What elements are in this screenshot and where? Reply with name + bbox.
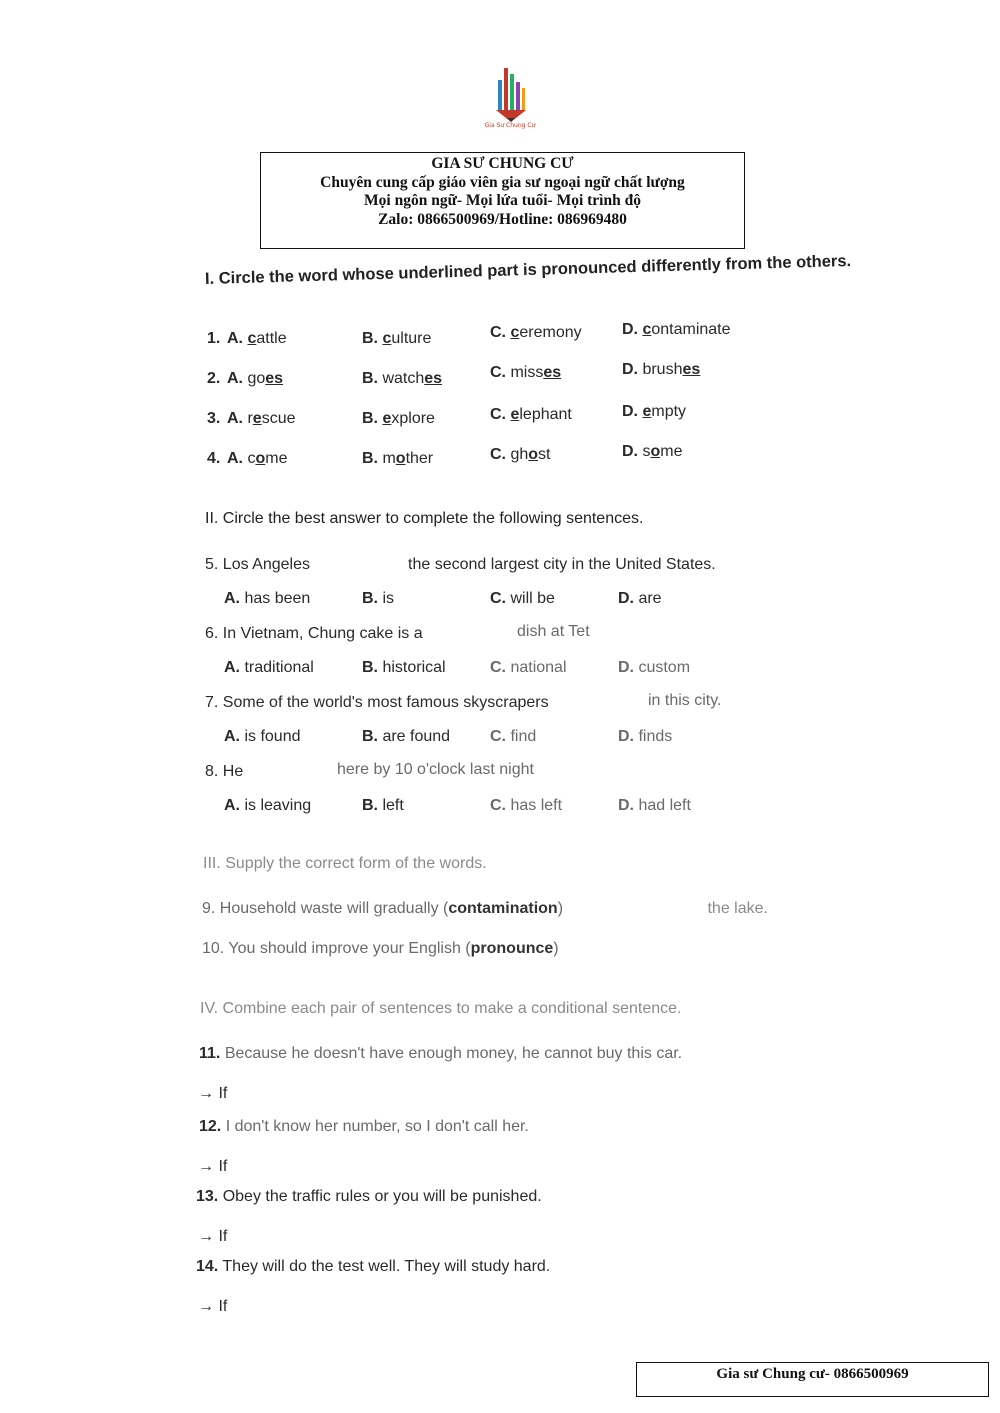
question-number: 3. — [207, 410, 221, 427]
option-text-pre: brush — [642, 361, 683, 378]
header-line-3: Zalo: 0866500969/Hotline: 086969480 — [378, 210, 627, 228]
option-text-post: me — [660, 443, 683, 460]
question-number: 2. — [207, 370, 221, 387]
option-text: historical — [382, 659, 446, 676]
option-underlined-part: es — [682, 361, 701, 378]
question-number: 13. — [196, 1188, 219, 1205]
option-text: is — [382, 590, 395, 607]
option-text-post: scue — [261, 410, 296, 427]
answer-prompt-arrow: → If — [198, 1158, 228, 1175]
option-letter: B. — [362, 330, 378, 347]
answer-option[interactable] — [362, 330, 431, 348]
option-letter: A. — [227, 330, 243, 347]
option-letter: A. — [227, 370, 243, 387]
option-letter: D. — [618, 659, 634, 676]
option-letter: B. — [362, 450, 378, 467]
question-text: Obey the traffic rules or you will be punished. — [222, 1188, 542, 1205]
option-letter: A. — [224, 728, 240, 745]
option-underlined-part: o — [528, 446, 539, 463]
option-letter: D. — [622, 321, 638, 338]
answer-option[interactable] — [227, 450, 287, 468]
option-text: custom — [638, 659, 691, 676]
option-letter: D. — [622, 403, 638, 420]
option-underlined-part: c — [642, 321, 652, 338]
question-8 — [205, 763, 243, 781]
option-underlined-part: e — [642, 403, 652, 420]
option-letter: B. — [362, 659, 378, 676]
option-text: national — [510, 659, 567, 676]
option-letter: C. — [490, 446, 506, 463]
answer-option[interactable] — [622, 361, 700, 379]
answer-option[interactable] — [490, 446, 550, 464]
option-text-pre: s — [642, 443, 651, 460]
question-text: They will do the test well. They will study hard. — [222, 1258, 551, 1275]
option-text-post: me — [265, 450, 288, 467]
question-9: 9. Household waste will gradually (contamination) the lake. — [202, 900, 768, 917]
option-underlined-part: o — [650, 443, 661, 460]
option-underlined-part: es — [265, 370, 284, 387]
option-underlined-part: o — [255, 450, 266, 467]
question-7 — [205, 694, 549, 712]
question-14 — [196, 1258, 550, 1276]
question-5 — [205, 556, 310, 574]
option-underlined-part: o — [395, 450, 406, 467]
section-2-title: II. Circle the best answer to complete the following sentences. — [205, 510, 644, 527]
option-underlined-part: es — [424, 370, 443, 387]
option-text-pre: gh — [510, 446, 529, 463]
option-text-post: eremony — [519, 324, 582, 341]
option-letter: C. — [490, 590, 506, 607]
question-number: 14. — [196, 1258, 219, 1275]
answer-option[interactable] — [490, 406, 572, 424]
option-text-pre: r — [247, 410, 253, 427]
section-4-title: IV. Combine each pair of sentences to make a conditional sentence. — [200, 1000, 682, 1017]
answer-option[interactable] — [224, 590, 310, 608]
option-text: find — [510, 728, 537, 745]
answer-option[interactable] — [622, 443, 682, 461]
answer-option[interactable] — [490, 659, 567, 677]
option-text: is found — [244, 728, 301, 745]
section-1-title: I. Circle the word whose underlined part is pronounced differently from the others. — [204, 251, 852, 288]
question-10: 10. You should improve your English (pronounce) — [202, 940, 559, 957]
option-text: has been — [244, 590, 311, 607]
question-number: 6. — [205, 625, 219, 642]
option-text-pre: c — [247, 450, 256, 467]
answer-option[interactable] — [362, 728, 450, 746]
answer-option[interactable] — [362, 590, 394, 608]
question-12 — [199, 1118, 529, 1136]
answer-option[interactable] — [490, 728, 536, 746]
answer-option[interactable] — [618, 797, 691, 815]
option-text-post: ontaminate — [651, 321, 731, 338]
option-text-post: ther — [405, 450, 434, 467]
option-letter: C. — [490, 659, 506, 676]
answer-option[interactable] — [490, 590, 555, 608]
answer-option[interactable] — [622, 321, 731, 339]
answer-option[interactable] — [490, 364, 561, 382]
option-text: will be — [510, 590, 555, 607]
answer-option[interactable] — [224, 797, 311, 815]
option-text-pre: go — [247, 370, 266, 387]
answer-option[interactable] — [362, 659, 446, 677]
question-number: 8. — [205, 763, 219, 780]
option-letter: D. — [622, 443, 638, 460]
option-letter: B. — [362, 410, 378, 427]
answer-option[interactable] — [618, 728, 672, 746]
question-text-part-1: Los Angeles — [222, 556, 310, 573]
option-text: are found — [382, 728, 451, 745]
question-text-part-1: Some of the world's most famous skyscrapers — [222, 694, 549, 711]
question-text: I don't know her number, so I don't call her. — [225, 1118, 529, 1135]
footer-box: Gia sư Chung cư- 0866500969 — [636, 1362, 989, 1397]
question-text-part-1: In Vietnam, Chung cake is a — [222, 625, 423, 642]
option-text-pre: watch — [382, 370, 425, 387]
answer-option[interactable] — [490, 797, 562, 815]
option-letter: D. — [622, 361, 638, 378]
answer-option[interactable] — [224, 728, 301, 746]
header-line-2: Mọi ngôn ngữ- Mọi lứa tuổi- Mọi trình độ — [364, 192, 641, 209]
option-text: had left — [638, 797, 691, 814]
option-text-post: attle — [256, 330, 287, 347]
option-letter: A. — [227, 410, 243, 427]
option-text-post: ulture — [391, 330, 432, 347]
option-letter: A. — [227, 450, 243, 467]
question-text-part-2: dish at Tet — [517, 623, 590, 640]
option-underlined-part: e — [510, 406, 520, 423]
question-text-part-2: here by 10 o'clock last night — [337, 761, 534, 778]
answer-option[interactable] — [224, 659, 314, 677]
option-underlined-part: c — [382, 330, 392, 347]
option-text-post: mpty — [651, 403, 687, 420]
option-letter: B. — [362, 728, 378, 745]
option-text-pre: miss — [510, 364, 544, 381]
answer-option[interactable] — [362, 450, 433, 468]
answer-option[interactable] — [618, 590, 662, 608]
option-letter: B. — [362, 590, 378, 607]
option-text-pre: m — [382, 450, 396, 467]
option-letter: C. — [490, 324, 506, 341]
answer-option[interactable] — [622, 403, 686, 421]
option-letter: D. — [618, 797, 634, 814]
option-text: finds — [638, 728, 673, 745]
answer-option[interactable] — [618, 659, 690, 677]
answer-option[interactable] — [362, 370, 442, 388]
option-text-post: st — [538, 446, 551, 463]
question-text-part-1: He — [222, 763, 244, 780]
header-title: GIA SƯ CHUNG CƯ — [431, 155, 574, 172]
answer-option[interactable] — [227, 330, 287, 348]
question-number: 12. — [199, 1118, 222, 1135]
option-letter: A. — [224, 797, 240, 814]
option-letter: D. — [618, 590, 634, 607]
question-6 — [205, 625, 423, 643]
answer-option[interactable] — [362, 797, 404, 815]
option-underlined-part: e — [252, 410, 262, 427]
option-underlined-part: c — [510, 324, 520, 341]
option-underlined-part: c — [247, 330, 257, 347]
header-line-1: Chuyên cung cấp giáo viên gia sư ngoại ngữ chất lượng — [320, 173, 685, 191]
option-text: are — [638, 590, 662, 607]
option-text: has left — [510, 797, 563, 814]
option-letter: C. — [490, 797, 506, 814]
header-box — [260, 152, 745, 249]
option-underlined-part: e — [382, 410, 392, 427]
option-text-post: lephant — [519, 406, 572, 423]
option-letter: C. — [490, 406, 506, 423]
option-underlined-part: es — [543, 364, 562, 381]
answer-option[interactable] — [227, 370, 283, 388]
question-13 — [196, 1188, 542, 1206]
option-text: is leaving — [244, 797, 312, 814]
question-text-part-2: the second largest city in the United States. — [408, 556, 716, 573]
question-number: 4. — [207, 450, 221, 467]
answer-prompt-arrow: → If — [198, 1085, 228, 1102]
option-letter: C. — [490, 364, 506, 381]
question-text-part-2: in this city. — [648, 692, 722, 709]
answer-prompt-arrow: → If — [198, 1298, 228, 1315]
option-text: left — [382, 797, 404, 814]
answer-prompt-arrow: → If — [198, 1228, 228, 1245]
question-text: Because he doesn't have enough money, he cannot buy this car. — [224, 1045, 683, 1062]
logo-text: Gia Sư Chung Cư — [484, 122, 536, 129]
option-letter: C. — [490, 728, 506, 745]
answer-option[interactable] — [227, 410, 295, 428]
question-number: 1. — [207, 330, 221, 347]
option-text: traditional — [244, 659, 314, 676]
answer-option[interactable] — [362, 410, 435, 428]
option-letter: A. — [224, 659, 240, 676]
section-3-title: III. Supply the correct form of the words. — [203, 855, 487, 872]
question-11 — [199, 1045, 682, 1063]
option-letter: B. — [362, 370, 378, 387]
question-number: 11. — [199, 1045, 221, 1062]
option-letter: D. — [618, 728, 634, 745]
answer-option[interactable] — [490, 324, 582, 342]
question-number: 5. — [205, 556, 219, 573]
option-letter: B. — [362, 797, 378, 814]
question-number: 7. — [205, 694, 219, 711]
option-text-post: xplore — [391, 410, 435, 427]
option-letter: A. — [224, 590, 240, 607]
